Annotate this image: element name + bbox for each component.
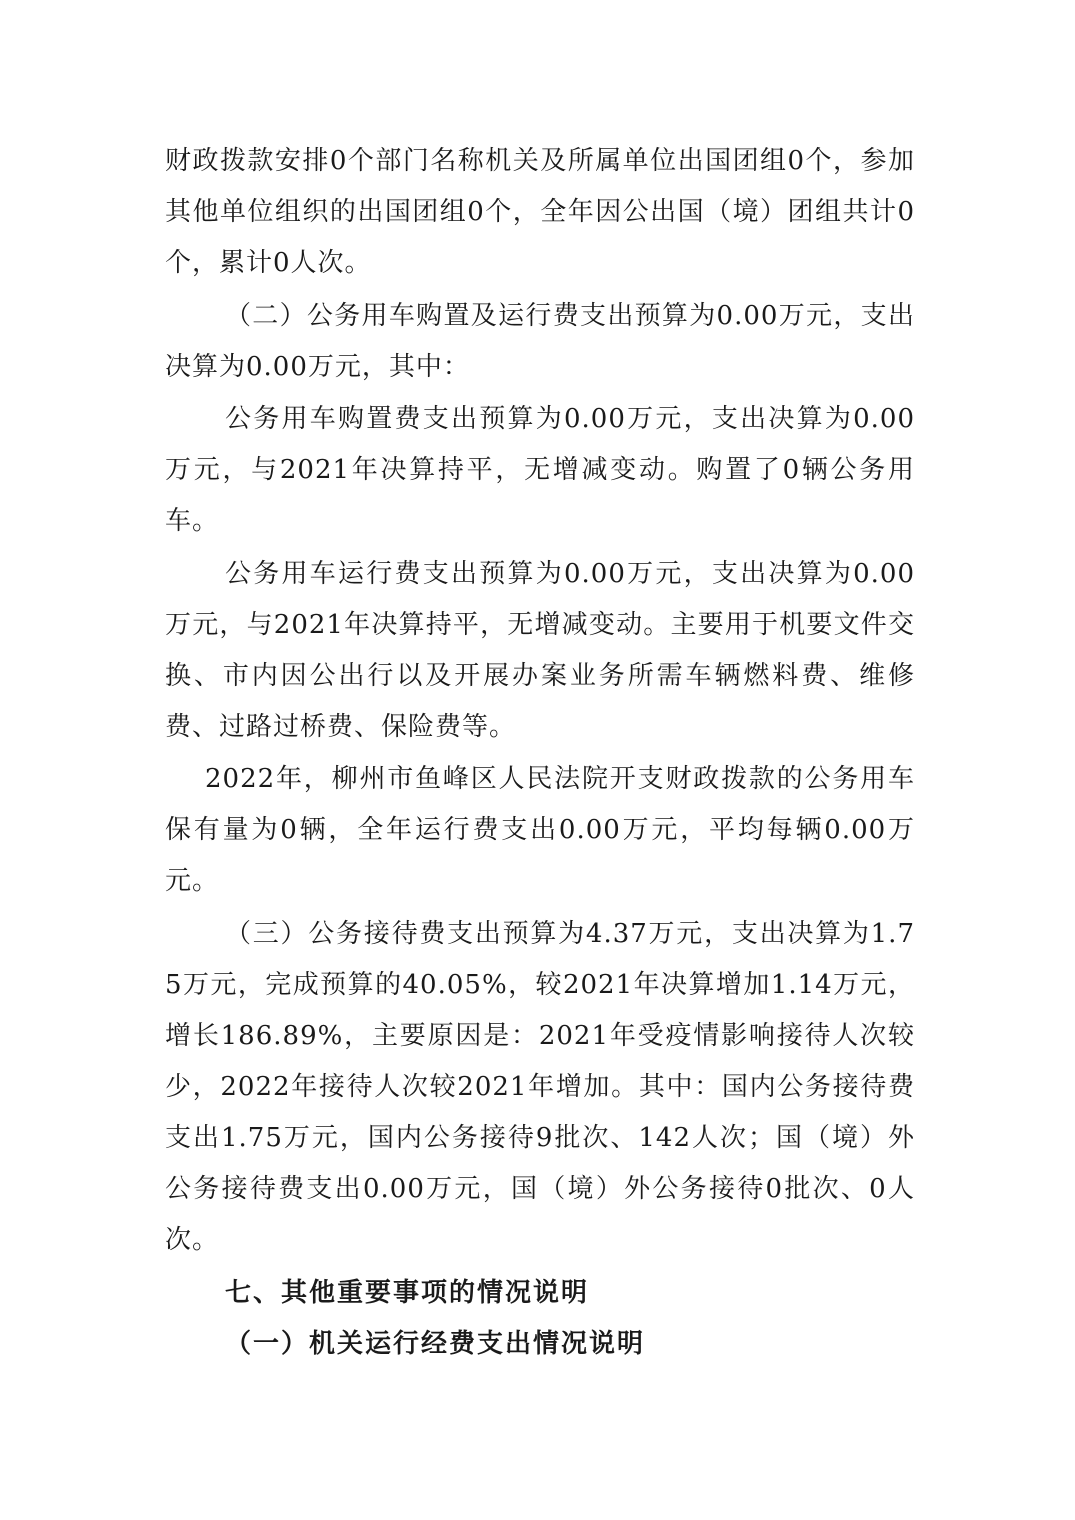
paragraph-vehicle-purchase: 公务用车购置费支出预算为0.00万元，支出决算为0.00万元，与2021年决算持平，无增减变动。购置了0辆公务用车。 <box>165 404 915 536</box>
section-heading-other-matters: 七、其他重要事项的情况说明 <box>225 1277 590 1308</box>
document-page <box>165 136 915 1370</box>
paragraph-reception-expenses: （三）公务接待费支出预算为4.37万元，支出决算为1.75万元，完成预算的40.05%，较2021年决算增加1.14万元，增长186.89%，主要原因是：2021年受疫情影响接待人次较少，2022年接待人次较2021年增加。其中：国内公务接待费支出1.75万元，国内公务接待9批次、142人次；国（境）外公务接待费支出0.00万元，国（境）外公务接待0批次、0人次。 <box>165 918 915 1255</box>
paragraph-vehicle-holdings: 2022年，柳州市鱼峰区人民法院开支财政拨款的公务用车保有量为0辆，全年运行费支出0.00万元，平均每辆0.00万元。 <box>165 764 915 896</box>
subsection-heading-operating-expenses: （一）机关运行经费支出情况说明 <box>225 1328 646 1359</box>
paragraph-overseas-groups: 财政拨款安排0个部门名称机关及所属单位出国团组0个，参加其他单位组织的出国团组0个，全年因公出国（境）团组共计0个，累计0人次。 <box>165 146 915 278</box>
paragraph-vehicle-summary: （二）公务用车购置及运行费支出预算为0.00万元，支出决算为0.00万元，其中： <box>165 300 915 382</box>
paragraph-vehicle-operation: 公务用车运行费支出预算为0.00万元，支出决算为0.00万元，与2021年决算持平，无增减变动。主要用于机要文件交换、市内因公出行以及开展办案业务所需车辆燃料费、维修费、过路过桥费、保险费等。 <box>165 558 915 742</box>
